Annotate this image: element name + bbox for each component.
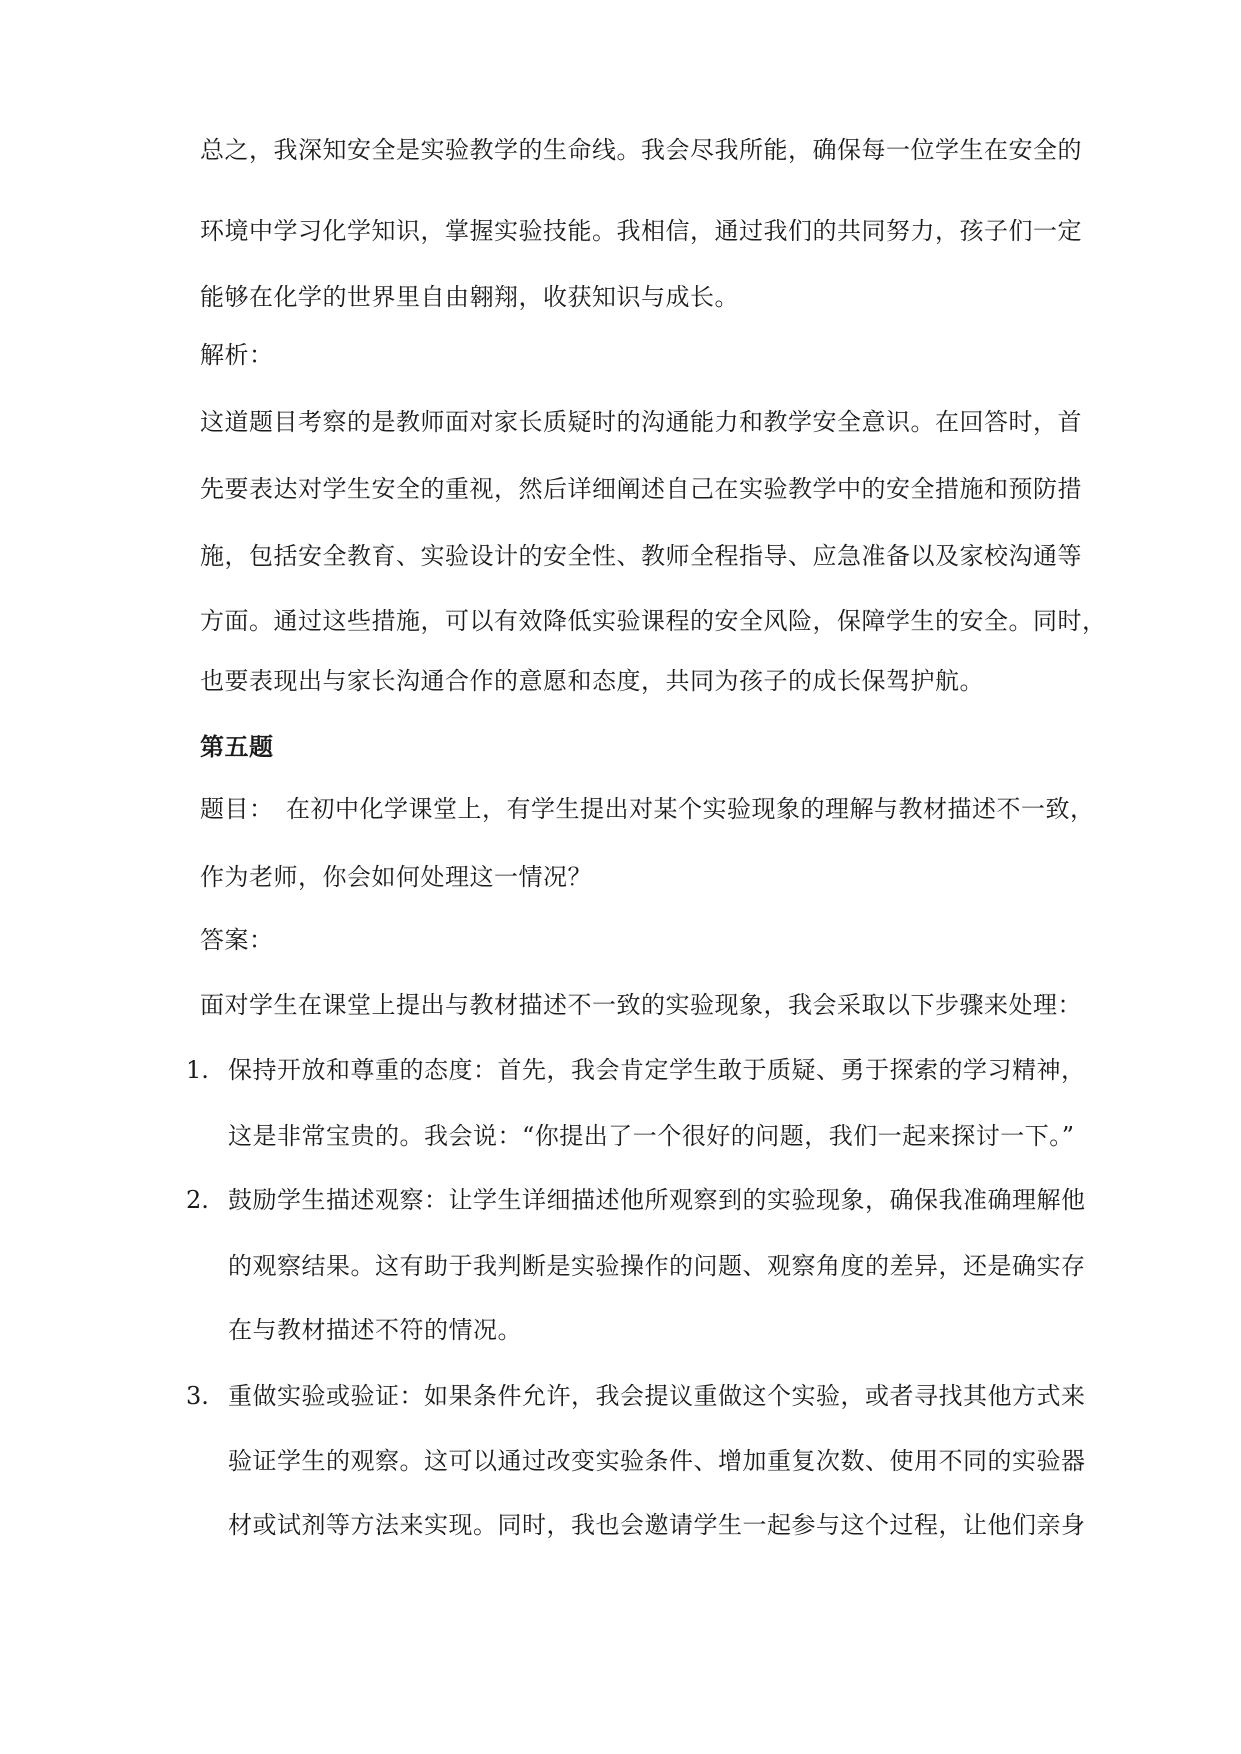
analysis-line: 先要表达对学生安全的重视，然后详细阐述自己在实验教学中的安全措施和预防措 (200, 475, 1082, 503)
list-item-line: 材或试剂等方法来实现。同时，我也会邀请学生一起参与这个过程，让他们亲身 (228, 1511, 1086, 1539)
answer-label: 答案： (200, 926, 274, 954)
list-item-line: 的观察结果。这有助于我判断是实验操作的问题、观察角度的差异，还是确实存 (228, 1252, 1086, 1280)
list-item-line: 在与教材描述不符的情况。 (228, 1316, 522, 1344)
list-number: 1. (186, 1056, 209, 1084)
question-line: 作为老师，你会如何处理这一情况？ (200, 863, 592, 891)
intro-line: 总之，我深知安全是实验教学的生命线。我会尽我所能，确保每一位学生在安全的 (200, 136, 1082, 164)
list-item-line: 保持开放和尊重的态度：首先，我会肯定学生敢于质疑、勇于探索的学习精神， (228, 1056, 1086, 1084)
list-item-line: 重做实验或验证：如果条件允许，我会提议重做这个实验，或者寻找其他方式来 (228, 1382, 1086, 1410)
list-item-line: 这是非常宝贵的。我会说：“你提出了一个很好的问题，我们一起来探讨一下。” (228, 1122, 1075, 1150)
list-number: 2. (186, 1186, 209, 1214)
question-line: 题目： 在初中化学课堂上，有学生提出对某个实验现象的理解与教材描述不一致， (200, 795, 1095, 823)
intro-line: 环境中学习化学知识，掌握实验技能。我相信，通过我们的共同努力，孩子们一定 (200, 217, 1082, 245)
intro-line: 能够在化学的世界里自由翱翔，收获知识与成长。 (200, 283, 739, 311)
analysis-line: 方面。通过这些措施，可以有效降低实验课程的安全风险，保障学生的安全。同时， (200, 607, 1107, 635)
list-item-line: 验证学生的观察。这可以通过改变实验条件、增加重复次数、使用不同的实验器 (228, 1447, 1086, 1475)
analysis-line: 施，包括安全教育、实验设计的安全性、教师全程指导、应急准备以及家校沟通等 (200, 542, 1082, 570)
list-item-line: 鼓励学生描述观察：让学生详细描述他所观察到的实验现象，确保我准确理解他 (228, 1186, 1086, 1214)
answer-intro: 面对学生在课堂上提出与教材描述不一致的实验现象，我会采取以下步骤来处理： (200, 991, 1082, 1019)
analysis-line: 这道题目考察的是教师面对家长质疑时的沟通能力和教学安全意识。在回答时，首 (200, 408, 1082, 436)
analysis-line: 也要表现出与家长沟通合作的意愿和态度，共同为孩子的成长保驾护航。 (200, 667, 984, 695)
section-title: 第五题 (200, 732, 274, 761)
analysis-label: 解析： (200, 341, 274, 369)
list-number: 3. (186, 1382, 209, 1410)
